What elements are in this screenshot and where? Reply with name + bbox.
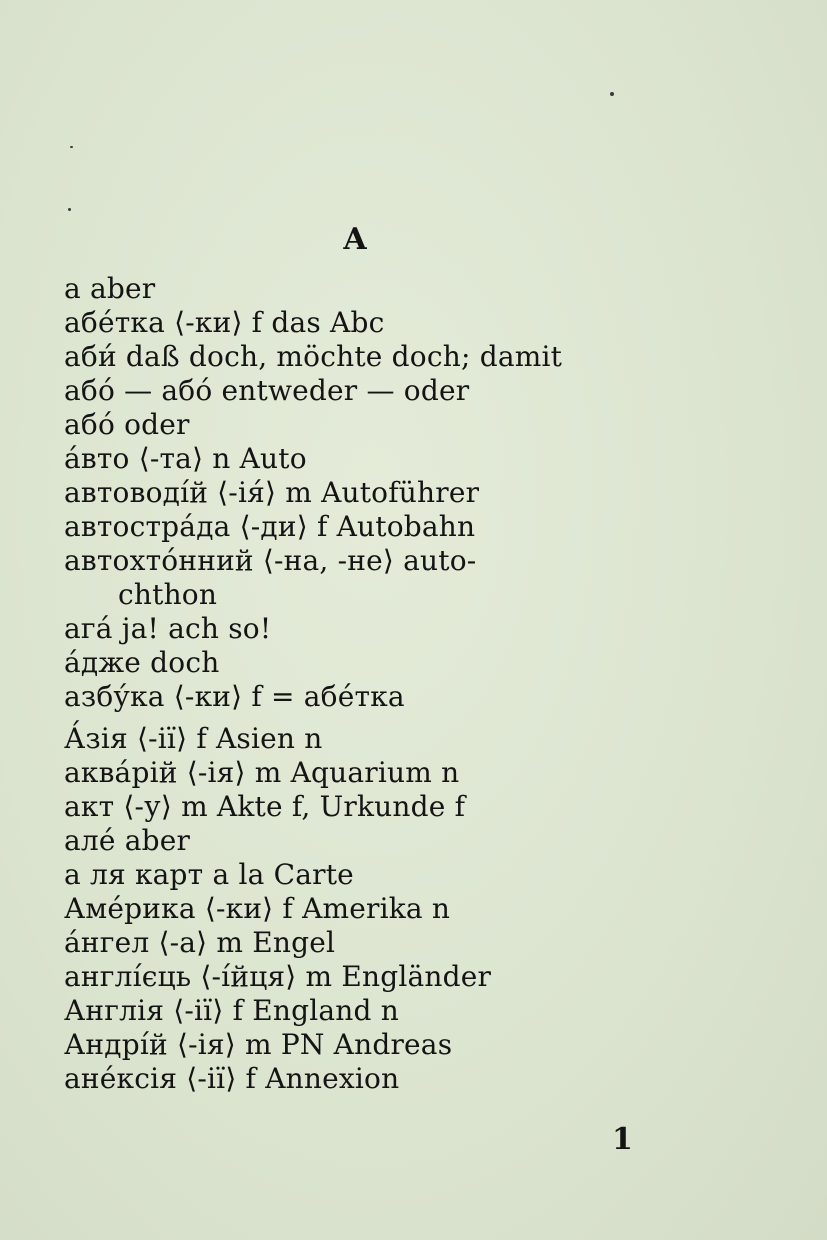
- dictionary-entry: англі́єць ⟨-і́йця⟩ m Engländer: [64, 960, 492, 993]
- dictionary-entry: а́нгел ⟨-а⟩ m Engel: [64, 926, 336, 959]
- dictionary-entry: автостра́да ⟨-ди⟩ f Autobahn: [64, 510, 476, 543]
- page-number: 1: [612, 1122, 633, 1157]
- dictionary-entry: а́вто ⟨-та⟩ n Auto: [64, 442, 307, 475]
- dictionary-entry-continuation: chthon: [118, 578, 218, 611]
- dictionary-entry: або́ — або́ entweder — oder: [64, 374, 470, 407]
- dictionary-entry: Аме́рика ⟨-ки⟩ f Amerika n: [64, 892, 451, 925]
- dictionary-entry: Англія ⟨-ії⟩ f England n: [64, 994, 399, 1027]
- dictionary-entry: автохто́нний ⟨-на, -не⟩ auto-: [64, 544, 477, 577]
- dictionary-entry: a aber: [64, 272, 156, 305]
- dictionary-entry: абе́тка ⟨-ки⟩ f das Abc: [64, 306, 385, 339]
- dictionary-entry: Андрі́й ⟨-ія⟩ m PN Andreas: [64, 1028, 453, 1061]
- dictionary-entry: аква́рій ⟨-ія⟩ m Aquarium n: [64, 756, 460, 789]
- ink-speck: [610, 92, 614, 96]
- dictionary-entry: акт ⟨-у⟩ m Akte f, Urkunde f: [64, 790, 466, 823]
- dictionary-entry: А́зія ⟨-ії⟩ f Asien n: [64, 722, 323, 755]
- dictionary-entry: але́ aber: [64, 824, 191, 857]
- ink-speck: [70, 146, 73, 148]
- dictionary-entry: а ля карт a la Carte: [64, 858, 354, 891]
- dictionary-entry: а́дже doch: [64, 646, 220, 679]
- ink-speck: [68, 208, 71, 211]
- dictionary-entry: ага́ ja! ach so!: [64, 612, 272, 645]
- dictionary-entry: аби́ daß doch, möchte doch; damit: [64, 340, 563, 373]
- dictionary-entry: азбу́ка ⟨-ки⟩ f = абе́тка: [64, 680, 405, 713]
- dictionary-entry: ане́ксія ⟨-ії⟩ f Annexion: [64, 1062, 400, 1095]
- dictionary-entry: або́ oder: [64, 408, 190, 441]
- dictionary-entry-list: [64, 272, 624, 1096]
- section-letter-heading: A: [343, 222, 367, 257]
- dictionary-entry: автоводі́й ⟨-ія́⟩ m Autoführer: [64, 476, 480, 509]
